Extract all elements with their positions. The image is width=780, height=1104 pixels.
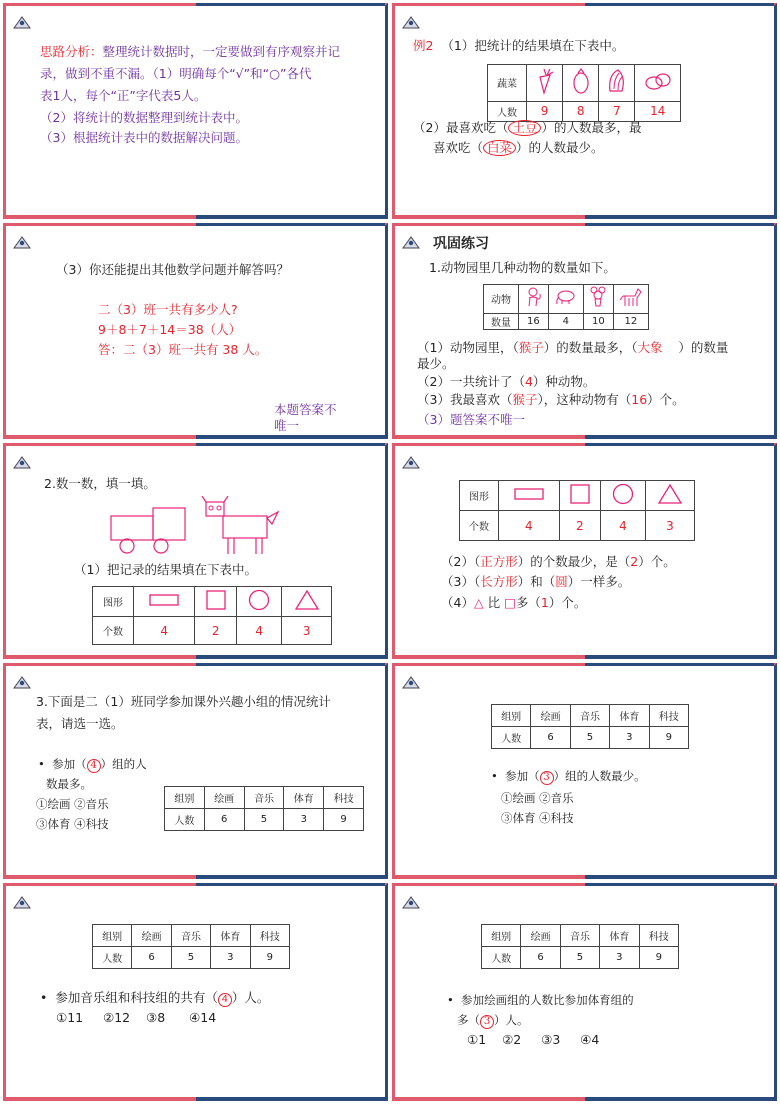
- section-title: 巩固练习: [433, 236, 489, 252]
- options: ①11 ②12 ③8 ④14: [56, 1010, 217, 1025]
- table-header: 蔬菜: [488, 65, 527, 102]
- table-cell: 3: [211, 947, 250, 969]
- logo-icon: [402, 675, 420, 689]
- options-line-1: ①绘画 ②音乐: [501, 791, 574, 805]
- table-cell: 9: [527, 101, 563, 121]
- table-header: 绘画: [132, 925, 171, 947]
- table-header: 音乐: [560, 925, 599, 947]
- table-header: 动物: [484, 285, 519, 314]
- table-header: 图形: [93, 587, 134, 617]
- slide-4: [392, 223, 777, 439]
- potato-icon: [635, 65, 681, 102]
- question: • 参加音乐组和科技组的共有（ 4 ）人。: [40, 990, 270, 1005]
- table-header: 科技: [639, 925, 678, 947]
- table-header: 科技: [649, 705, 688, 727]
- analysis-line-2: 录，做到不重不漏。（1）明确每个“√”和“○”各代: [40, 66, 312, 81]
- table-cell: 6: [531, 727, 570, 749]
- question-3: （3）你还能提出其他数学问题并解答吗？: [56, 262, 289, 277]
- question-2: （2）一共统计了（4）种动物。: [417, 374, 596, 389]
- rectangle-icon: [499, 481, 560, 511]
- shape-figure: [110, 496, 296, 556]
- interest-group-table: [92, 924, 290, 969]
- logo-icon: [402, 455, 420, 469]
- eggplant-icon: [563, 65, 599, 102]
- vegetable-table: [487, 64, 681, 122]
- slide-2: [392, 3, 777, 219]
- mouse-icon: [583, 285, 613, 314]
- table-header: 数量: [484, 313, 519, 329]
- table-cell: 2: [195, 617, 237, 645]
- question-2-line-2: 喜欢吃（ 白菜 ）的人数最少。: [433, 140, 604, 155]
- answer-line-1: 二（3）班一共有多少人?: [98, 302, 238, 317]
- table-header: 绘画: [531, 705, 570, 727]
- table-header: 体育: [211, 925, 250, 947]
- question-3: （3）我最喜欢（猴子），这种动物有（16）个。: [417, 392, 685, 407]
- table-cell: 8: [563, 101, 599, 121]
- question-3: （3）（长方形）和（圆）一样多。: [441, 574, 631, 589]
- animal-table: [483, 284, 649, 330]
- slide-5: [3, 443, 388, 659]
- square-icon: [559, 481, 600, 511]
- shape-table: [92, 586, 332, 645]
- triangle-icon: [282, 587, 332, 617]
- question-1: （1）动物园里，（猴子）的数量最多，（大象 ）的数量: [417, 340, 729, 355]
- interest-group-table: [481, 924, 679, 969]
- table-cell: 9: [324, 809, 364, 831]
- monkey-icon: [519, 285, 549, 314]
- table-header: 音乐: [171, 925, 210, 947]
- table-header: 音乐: [570, 705, 609, 727]
- cabbage-icon: [599, 65, 635, 102]
- circle-icon: [236, 587, 282, 617]
- slide-6: [392, 443, 777, 659]
- logo-icon: [13, 675, 31, 689]
- options-line-2: ③体育 ④科技: [501, 811, 574, 825]
- table-cell: 6: [132, 947, 171, 969]
- table-header: 绘画: [204, 787, 244, 809]
- table-cell: 3: [600, 947, 639, 969]
- question-line-2: 多（ 3 ）人。: [457, 1013, 529, 1027]
- question: • 参加（ 4 ）组的人: [38, 757, 147, 771]
- table-cell: 4: [548, 313, 583, 329]
- question-1: （1）把记录的结果填在下表中。: [74, 562, 257, 577]
- table-header: 人数: [492, 727, 531, 749]
- question-4: （4）△ 比 □多（1）个。: [441, 595, 587, 610]
- table-header: 音乐: [244, 787, 284, 809]
- analysis-line-3: 表1人，每个“正”字代表5人。: [40, 88, 207, 103]
- answer-line-3: 答：二（3）班一共有 38 人。: [98, 342, 268, 357]
- logo-icon: [13, 235, 31, 249]
- logo-icon: [13, 895, 31, 909]
- table-cell: 16: [519, 313, 549, 329]
- table-cell: 5: [244, 809, 284, 831]
- note-line-2: 唯一: [274, 418, 300, 433]
- question-2-line-1: （2）最喜欢吃（ 土豆 ）的人数最多，最: [413, 120, 642, 135]
- exercise-title: 2.数一数，填一填。: [44, 476, 156, 491]
- logo-icon: [402, 15, 420, 29]
- table-cell: 14: [635, 101, 681, 121]
- question-2: （2）（正方形）的个数最少，是（2）个。: [441, 554, 676, 569]
- table-header: 体育: [284, 787, 324, 809]
- logo-icon: [13, 455, 31, 469]
- table-header: 科技: [250, 925, 289, 947]
- note-line-1: 本题答案不: [274, 402, 337, 417]
- options-line-1: ①绘画 ②音乐: [36, 797, 109, 811]
- table-cell: 4: [499, 511, 560, 541]
- table-cell: 10: [583, 313, 613, 329]
- triangle-icon: △: [473, 595, 484, 610]
- logo-icon: [13, 15, 31, 29]
- question-line-1: • 参加绘画组的人数比参加体育组的: [447, 993, 634, 1007]
- analysis-line-1: 思路分析：整理统计数据时，一定要做到有序观察并记: [40, 44, 341, 59]
- table-cell: 3: [282, 617, 332, 645]
- table-header: 体育: [610, 705, 649, 727]
- horse-icon: [613, 285, 648, 314]
- table-cell: 4: [600, 511, 645, 541]
- table-cell: 7: [599, 101, 635, 121]
- example-title: 例2 （1）把统计的结果填在下表中。: [413, 38, 625, 53]
- table-header: 绘画: [521, 925, 560, 947]
- table-header: 组别: [165, 787, 205, 809]
- table-cell: 4: [134, 617, 195, 645]
- interest-group-table: [164, 786, 364, 831]
- logo-icon: [402, 895, 420, 909]
- exercise-intro: 1.动物园里几种动物的数量如下。: [429, 260, 616, 275]
- table-cell: 3: [645, 511, 694, 541]
- question-line-2: 数最多。: [46, 777, 92, 791]
- shape-table: [459, 480, 695, 541]
- analysis-line-4: （2）将统计的数据整理到统计表中。: [40, 110, 248, 125]
- question-1-line-2: 最少。: [417, 356, 455, 371]
- analysis-line-5: （3）根据统计表中的数据解决问题。: [40, 130, 248, 145]
- table-header: 组别: [93, 925, 132, 947]
- table-header: 人数: [165, 809, 205, 831]
- triangle-icon: [645, 481, 694, 511]
- rectangle-icon: [134, 587, 195, 617]
- slide-1: [3, 3, 388, 219]
- table-cell: 3: [610, 727, 649, 749]
- exercise-title-line-1: 3.下面是二（1）班同学参加课外兴趣小组的情况统计: [36, 694, 331, 709]
- circle-icon: [600, 481, 645, 511]
- table-cell: 4: [236, 617, 282, 645]
- table-header: 科技: [324, 787, 364, 809]
- slide-7: [3, 663, 388, 879]
- slide-10: [392, 883, 777, 1101]
- table-cell: 6: [521, 947, 560, 969]
- question: • 参加（ 3 ）组的人数最少。: [491, 769, 646, 783]
- slide-8: [392, 663, 777, 879]
- square-icon: □: [504, 595, 516, 610]
- table-header: 人数: [488, 101, 527, 121]
- table-cell: 2: [559, 511, 600, 541]
- table-cell: 9: [649, 727, 688, 749]
- options-line-2: ③体育 ④科技: [36, 817, 109, 831]
- options: ①1 ②2 ③3 ④4: [467, 1032, 600, 1047]
- table-cell: 3: [284, 809, 324, 831]
- table-cell: 6: [204, 809, 244, 831]
- table-header: 个数: [460, 511, 499, 541]
- table-cell: 12: [613, 313, 648, 329]
- table-cell: 9: [639, 947, 678, 969]
- table-header: 图形: [460, 481, 499, 511]
- table-header: 人数: [93, 947, 132, 969]
- table-cell: 9: [250, 947, 289, 969]
- slide-9: [3, 883, 388, 1101]
- table-cell: 5: [570, 727, 609, 749]
- square-icon: [195, 587, 237, 617]
- elephant-icon: [548, 285, 583, 314]
- exercise-title-line-2: 表，请选一选。: [36, 716, 124, 731]
- logo-icon: [402, 235, 420, 249]
- answer-line-2: 9＋8＋7＋14＝38（人）: [98, 322, 242, 337]
- table-cell: 5: [560, 947, 599, 969]
- table-header: 个数: [93, 617, 134, 645]
- slide-3: [3, 223, 388, 439]
- table-header: 人数: [482, 947, 521, 969]
- note: （3）题答案不唯一: [417, 412, 525, 427]
- table-cell: 5: [171, 947, 210, 969]
- table-header: 组别: [482, 925, 521, 947]
- carrot-icon: [527, 65, 563, 102]
- table-header: 体育: [600, 925, 639, 947]
- interest-group-table: [491, 704, 689, 749]
- table-header: 组别: [492, 705, 531, 727]
